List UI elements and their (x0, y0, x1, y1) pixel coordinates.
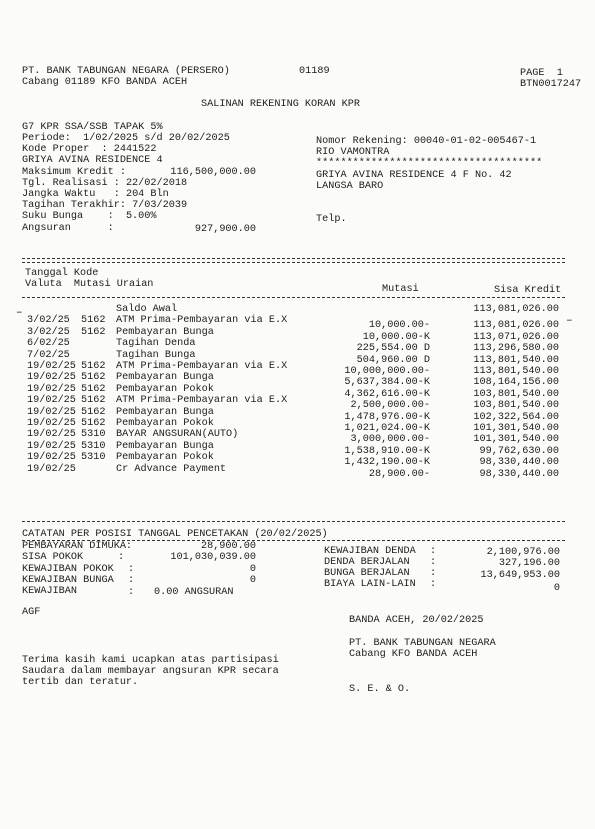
row-date: 19/02/25 (27, 406, 76, 418)
header-description: Uraian (116, 279, 154, 290)
row-code: 5162 (81, 326, 106, 338)
row-date: 3/02/25 (27, 326, 70, 338)
last-bill-label: Tagihan Terakhir: (22, 200, 126, 211)
row-date: 3/02/25 (27, 315, 70, 327)
interest-label: Suku Bunga (22, 211, 84, 222)
row-mutation: 1,478,976.00-K (344, 411, 430, 423)
installment-label: Angsuran (22, 223, 71, 234)
page-indicator (520, 68, 563, 79)
row-date: 19/02/25 (27, 429, 76, 441)
paid-value: 28,900.00 (200, 541, 256, 552)
bank-name: PT. BANK TABUNGAN NEGARA (PERSERO) (22, 66, 230, 77)
row-description: Pembayaran Bunga (116, 326, 214, 338)
account-label: Nomor Rekening: (316, 136, 408, 147)
address-line-1: GRIYA AVINA RESIDENCE 4 F No. 42 (316, 170, 512, 181)
phone-label: Telp. (316, 214, 347, 225)
period-row: Periode: 1/02/2025 s/d 20/02/2025 (22, 133, 230, 144)
last-bill-row (22, 200, 187, 211)
row-balance: 113,801,540.00 (473, 366, 559, 377)
row-description: ATM Prima-Pembayaran via E.X (116, 315, 288, 327)
thanks-line-3: tertib dan teratur. (22, 677, 139, 688)
interest-due-label: KEWAJIBAN BUNGA (22, 575, 114, 586)
interest-running-colon: : (430, 568, 437, 579)
table-top-rule (22, 258, 565, 263)
obligation-colon: : (128, 587, 135, 598)
principal-left-colon: : (118, 552, 125, 563)
agf-label: AGF (22, 607, 41, 618)
row-mutation: 1,432,190.00-K (344, 457, 430, 469)
row-description: ATM Prima-Pembayaran via E.X (116, 361, 288, 372)
table-row (0, 304, 595, 316)
row-date: 19/02/25 (27, 418, 76, 429)
row-balance: 113,081,026.00 (473, 320, 559, 332)
row-balance: 113,801,540.00 (473, 354, 559, 366)
project-name: GRIYA AVINA RESIDENCE 4 (22, 155, 163, 166)
page-number: 1 (556, 68, 563, 79)
account-row (316, 136, 536, 147)
margin-mark-right: – (566, 315, 573, 327)
interest-running-value: 13,649,953.00 (480, 570, 560, 581)
interest-row: Suku Bunga : 5.00% (22, 211, 157, 222)
row-description: BAYAR ANGSURAN(AUTO) (116, 429, 239, 441)
customer-name: RIO VAMONTRA (316, 147, 390, 158)
interest-value: 5.00% (125, 211, 157, 222)
row-code: 5162 (81, 395, 106, 407)
row-mutation: 1,021,024.00-K (344, 423, 430, 434)
row-date: 7/02/25 (27, 349, 70, 361)
row-description: Tagihan Bunga (116, 349, 196, 361)
header-tanggal (25, 268, 98, 279)
row-description: Pembayaran Pokok (116, 418, 214, 429)
row-balance: 113,296,580.00 (473, 343, 559, 355)
row-description: Saldo Awal (116, 304, 178, 315)
row-code: 5310 (81, 429, 106, 441)
row-code: 5162 (81, 383, 106, 395)
proper-code-value: 2441522 (113, 144, 157, 155)
margin-mark-left: – (16, 307, 23, 319)
row-balance: 101,301,540.00 (473, 423, 559, 434)
row-date: 19/02/25 (27, 372, 76, 384)
loan-product: G7 KPR SSA/SSB TAPAK 5% (22, 122, 163, 133)
row-date: 19/02/25 (27, 383, 76, 395)
penalty-due-value: 2,100,976.00 (486, 547, 560, 558)
row-mutation: 504,960.00 D (356, 354, 430, 366)
other-fee-label: BIAYA LAIN-LAIN (324, 579, 416, 590)
star-separator: ************************************* (316, 158, 543, 169)
penalty-running-colon: : (430, 557, 437, 568)
row-balance: 101,301,540.00 (473, 434, 559, 446)
row-description: Pembayaran Pokok (116, 383, 214, 395)
obligation-value: 0.00 ANGSURAN (154, 587, 234, 598)
branch-code: 01189 (299, 66, 330, 77)
realization-row: Tgl. Realisasi : 22/02/2018 (22, 178, 188, 189)
penalty-running-value: 327,196.00 (498, 558, 560, 569)
row-description: Pembayaran Pokok (116, 452, 214, 464)
address-line-2: LANGSA BARO (316, 181, 384, 192)
row-description: Pembayaran Bunga (116, 406, 214, 418)
row-mutation: 28,900.00- (368, 468, 430, 480)
header-code-line2: Mutasi (73, 279, 111, 290)
header-rule (22, 297, 565, 298)
row-balance: 102,322,564.00 (473, 411, 559, 423)
table-row (0, 361, 595, 377)
penalty-running-label: DENDA BERJALAN (324, 557, 410, 568)
max-credit-label: Maksimum Kredit : (22, 167, 126, 178)
term-label: Jangka Waktu (22, 189, 96, 200)
row-balance: 113,071,026.00 (473, 331, 559, 343)
proper-code-row: Kode Proper : 2441522 (22, 144, 157, 155)
max-credit-value: 116,500,000.00 (170, 167, 256, 178)
row-balance: 98,330,440.00 (479, 468, 559, 480)
place-date: BANDA ACEH, 20/02/2025 (349, 615, 484, 626)
row-date: 19/02/25 (27, 452, 76, 464)
realization-value: 22/02/2018 (125, 178, 188, 189)
period-value: 1/02/2025 s/d 20/02/2025 (83, 133, 230, 144)
row-mutation: 10,000.00- (368, 320, 430, 332)
row-mutation: 3,000,000.00- (350, 434, 430, 446)
row-code: 5162 (81, 406, 106, 418)
table-row (0, 418, 595, 434)
row-mutation: 2,500,000.00- (350, 400, 430, 412)
row-date: 19/02/25 (27, 395, 76, 407)
row-balance: 113,081,026.00 (473, 304, 559, 315)
other-fee-colon: : (430, 579, 437, 590)
footer-branch: Cabang KFO BANDA ACEH (349, 649, 478, 660)
last-bill-value: 7/03/2039 (132, 200, 188, 211)
row-date: 19/02/25 (27, 463, 76, 475)
interest-due-value: 0 (249, 575, 256, 586)
paid-label: PEMBAYARAN DIMUKA: (22, 541, 133, 552)
row-mutation: 225,554.00 D (356, 343, 430, 355)
doc-code: BTN0017247 (520, 79, 582, 90)
row-mutation: 10,000,000.00- (344, 366, 430, 377)
row-balance: 103,801,540.00 (473, 388, 559, 400)
row-mutation: 1,538,910.00-K (344, 445, 430, 457)
installment-label-row: Angsuran : (22, 223, 114, 234)
header-date-line2: Valuta (25, 279, 62, 290)
footer-bank-name: PT. BANK TABUNGAN NEGARA (349, 638, 496, 649)
row-mutation: 5,637,384.00-K (344, 377, 430, 389)
row-date: 19/02/25 (27, 440, 76, 452)
thanks-line-1: Terima kasih kami ucapkan atas partisipasi (22, 655, 279, 666)
document-title: SALINAN REKENING KORAN KPR (201, 99, 360, 110)
interest-running-label: BUNGA BERJALAN (324, 568, 410, 579)
principal-left-value: 101,030,039.00 (170, 552, 256, 563)
header-code-line1: Kode (73, 268, 99, 279)
term-row: Jangka Waktu : 204 Bln (22, 189, 169, 200)
branch-name: Cabang 01189 KFO BANDA ACEH (22, 77, 188, 88)
row-code: 5162 (81, 418, 106, 429)
row-code: 5162 (81, 372, 106, 384)
interest-due-colon: : (128, 575, 135, 586)
row-balance: 103,801,540.00 (473, 400, 559, 412)
principal-due-colon: : (128, 564, 135, 575)
account-number: 00040-01-02-005467-1 (413, 136, 537, 147)
penalty-due-label: KEWAJIBAN DENDA (324, 546, 416, 557)
row-description: Cr Advance Payment (116, 463, 227, 475)
row-description: Pembayaran Bunga (116, 372, 214, 384)
header-balance: Sisa Kredit (494, 285, 562, 296)
principal-left-label: SISA POKOK (22, 552, 84, 563)
row-code: 5162 (81, 361, 106, 372)
other-fee-value: 0 (553, 583, 560, 594)
row-code: 5310 (81, 452, 106, 464)
row-code: 5162 (81, 315, 106, 327)
page-label: PAGE (520, 68, 545, 79)
principal-due-value: 0 (249, 564, 256, 575)
penalty-due-colon: : (430, 546, 437, 557)
realization-label: Tgl. Realisasi (22, 178, 108, 189)
row-description: Pembayaran Bunga (116, 440, 214, 452)
period-label: Periode (22, 133, 65, 144)
header-mutation: Mutasi (382, 284, 419, 295)
row-date: 6/02/25 (27, 338, 70, 350)
row-balance: 98,330,440.00 (479, 457, 559, 469)
row-mutation: 10,000.00-K (362, 331, 430, 343)
installment-value: 927,900.00 (194, 224, 256, 235)
row-date: 19/02/25 (27, 361, 76, 372)
proper-code-label: Kode Proper (22, 144, 90, 155)
obligation-label: KEWAJIBAN (22, 586, 78, 597)
row-code: 5310 (81, 440, 106, 452)
seo-note: S. E. & O. (349, 684, 411, 695)
max-credit-label-text: Maksimum Kredit (22, 167, 114, 178)
header-date-line1: Tanggal (25, 268, 68, 279)
thanks-line-2: Saudara dalam membayar angsuran KPR secara (22, 666, 279, 677)
summary-title: CATATAN PER POSISI TANGGAL PENCETAKAN (20/02/2025) (22, 529, 328, 540)
row-mutation: 4,362,616.00-K (344, 388, 430, 400)
term-value: 204 Bln (125, 189, 169, 200)
row-balance: 99,762,630.00 (479, 445, 559, 457)
row-balance: 108,164,156.00 (473, 377, 559, 389)
header-valuta (25, 279, 153, 290)
summary-top-rule (22, 521, 565, 522)
principal-due-label: KEWAJIBAN POKOK (22, 564, 114, 575)
row-description: ATM Prima-Pembayaran via E.X (116, 395, 288, 407)
row-description: Tagihan Denda (116, 338, 196, 350)
